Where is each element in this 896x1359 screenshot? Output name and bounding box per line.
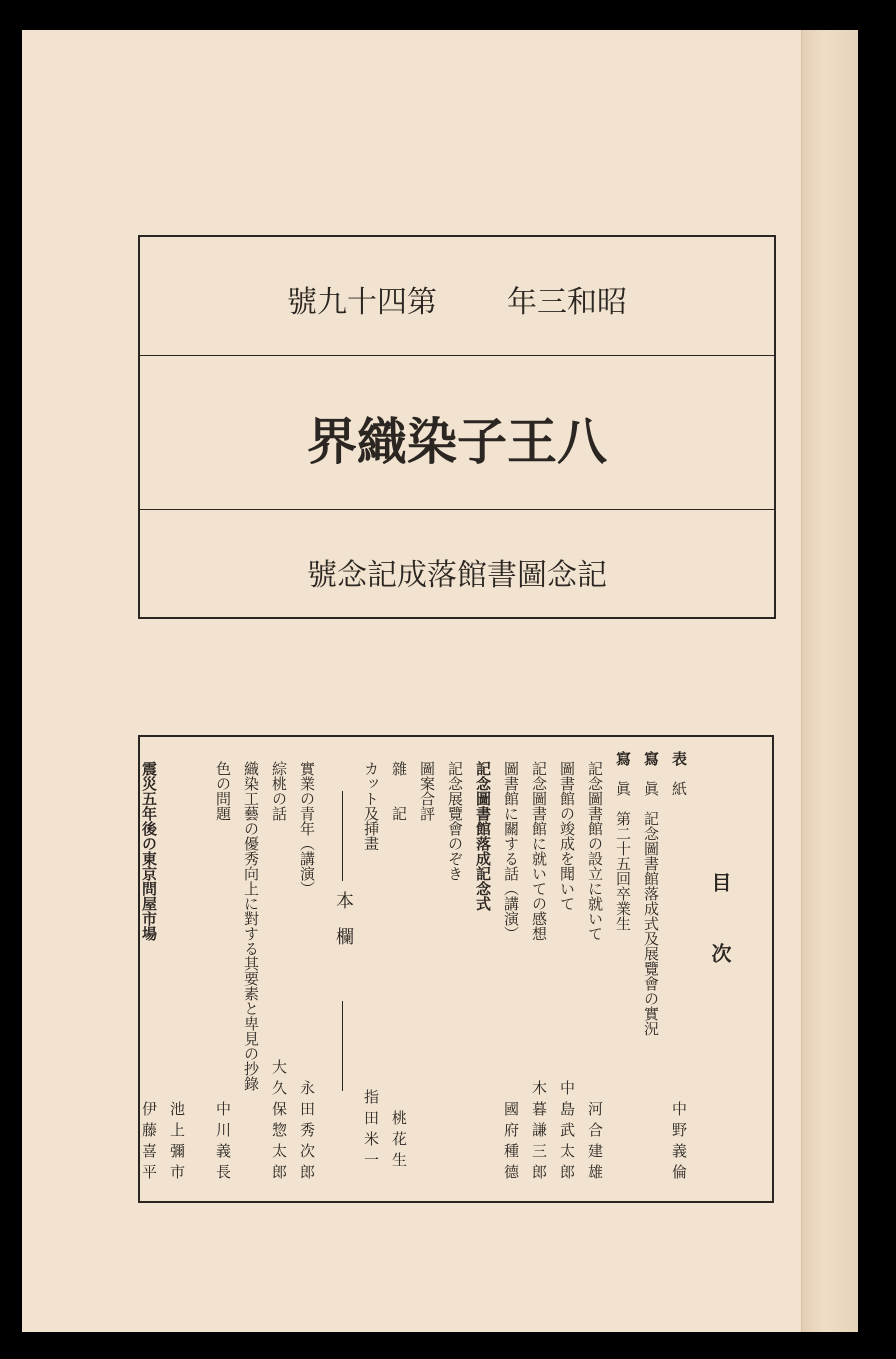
toc-entry-title: 記念圖書館に就いての感想: [530, 761, 548, 941]
section-rule: [342, 1001, 343, 1091]
toc-entry-title: 記念圖書館の設立に就いて: [586, 761, 604, 941]
section-divider: [332, 751, 354, 1191]
toc-entry-label: 寫: [642, 751, 660, 766]
toc-entry-author: 桃花生: [390, 1110, 408, 1173]
magazine-title: 界織染子王八: [307, 413, 607, 471]
toc-columns: [138, 751, 690, 1191]
divider: [140, 355, 774, 356]
toc-entry-title: 紙: [670, 781, 688, 796]
section-rule: [342, 791, 343, 881]
toc-entry: [138, 751, 160, 1191]
section-label: 本 欄: [333, 891, 354, 945]
toc-entry-title: 圖書館に關する話（講演）: [502, 761, 520, 941]
toc-entry-label: 寫: [614, 751, 632, 766]
toc-entry: [212, 751, 234, 1191]
toc-entry-author: 大久保惣太郎: [270, 1059, 288, 1185]
toc-entry: [296, 751, 318, 1191]
toc-entry-title: 色の問題: [214, 761, 232, 821]
toc-entry-title: 織染工藝の優秀向上に對する其要素と卑見の抄錄: [242, 761, 260, 1091]
toc-entry: [528, 751, 550, 1191]
toc-entry-title: 記念展覽會のぞき: [446, 761, 464, 881]
toc-entry-author: 木暮謙三郎: [530, 1080, 548, 1185]
toc-entry-author: 中川義長: [214, 1101, 232, 1185]
toc-entry-author: 永田秀次郎: [298, 1080, 316, 1185]
toc-entry: [388, 751, 410, 1191]
toc-entry-title: 震災五年後の東京問屋市場: [140, 761, 158, 941]
toc-heading: 目 次: [708, 872, 732, 985]
toc-entry: [472, 751, 494, 1191]
title-block: [138, 235, 776, 619]
issue-number: 號九十四第: [287, 285, 437, 320]
toc-entry: [360, 751, 382, 1191]
toc-entry-title: カット及挿畫: [362, 761, 380, 851]
toc-entry-title: 圖書館の竣成を聞いて: [558, 761, 576, 911]
toc-entry-title: 雜 記: [390, 761, 408, 821]
toc-entry-author: 國府種德: [502, 1101, 520, 1185]
toc-entry-author: 池上彌市: [168, 1101, 186, 1185]
table-of-contents: [138, 735, 774, 1203]
toc-entry-title: 實業の青年（講演）: [298, 761, 316, 896]
issue-date-line: [140, 277, 774, 321]
toc-entry: [584, 751, 606, 1191]
toc-entry-title: 綜桃の話: [270, 761, 288, 821]
toc-entry: [416, 751, 438, 1191]
page-right-edge: [802, 30, 858, 1332]
divider: [140, 509, 774, 510]
toc-entry-author: 中島武太郎: [558, 1080, 576, 1185]
toc-entry: [240, 751, 262, 1191]
toc-entry-author: 指田米一: [362, 1089, 380, 1173]
toc-entry: [640, 751, 662, 1191]
toc-entry-label: 表: [670, 751, 688, 766]
toc-entry: [444, 751, 466, 1191]
toc-entry-title: 圖案合評: [418, 761, 436, 821]
issue-subtitle: 號念記成落館書圖念記: [307, 558, 607, 593]
toc-entry: [500, 751, 522, 1191]
toc-entry-author: 河合建雄: [586, 1101, 604, 1185]
issue-year: 年三和昭: [507, 285, 627, 320]
toc-entry: [268, 751, 290, 1191]
toc-entry-title: 眞 第二十五回卒業生: [614, 781, 632, 931]
toc-entry-title: 記念圖書館落成記念式: [474, 761, 492, 911]
toc-entry: [556, 751, 578, 1191]
toc-entry-author: 伊藤喜平: [140, 1101, 158, 1185]
toc-entry-author: 中野義倫: [670, 1101, 688, 1185]
toc-entry: [668, 751, 690, 1191]
toc-entry: [166, 751, 188, 1191]
toc-entry: [612, 751, 634, 1191]
toc-entry-title: 眞 記念圖書館落成式及展覽會の實況: [642, 781, 660, 1036]
